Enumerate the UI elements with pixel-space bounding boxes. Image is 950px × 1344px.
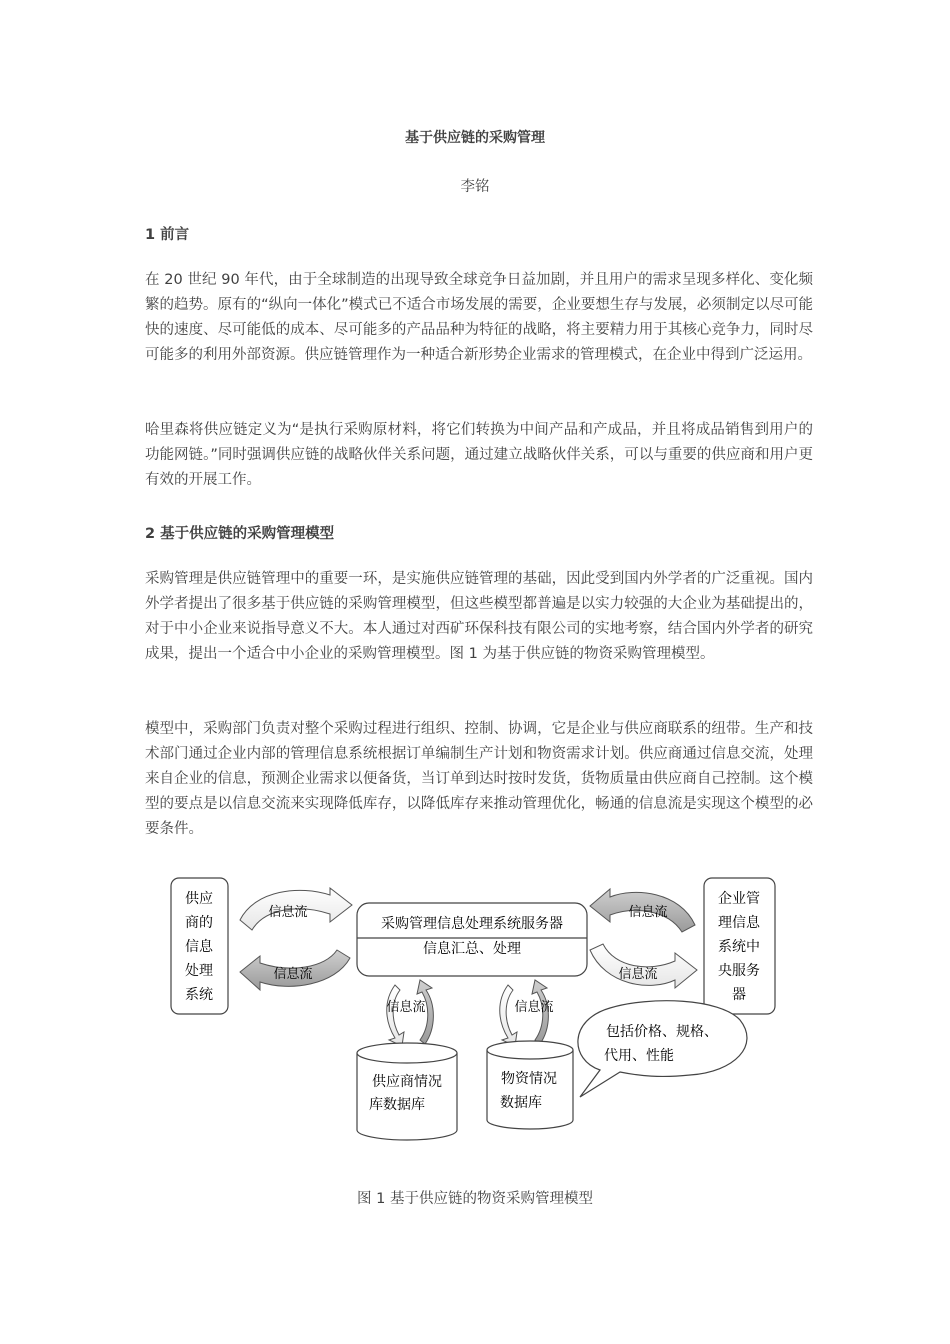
enterprise-box-line: 企业管	[718, 891, 760, 907]
info-flow-arrow-left-top	[240, 888, 352, 930]
document-title: 基于供应链的采购管理	[405, 130, 545, 146]
flow-label: 信息流	[386, 1000, 426, 1015]
figure-caption: 图 1 基于供应链的物资采购管理模型	[357, 1191, 593, 1207]
info-flow-arrow-right-bottom	[590, 944, 697, 988]
paragraph: 在 20 世纪 90 年代，由于全球制造的出现导致全球竞争日益加剧，并且用户的需求呈现多样化、变化频繁的趋势。原有的“纵向一体化”模式已不适合市场发展的需要，企业要想生存与发展，必须制定以尽可能快的速度、尽可能低的成本、尽可能多的产品品种为特征的战略，将主要精力用于其核心竞争力，同时尽可能多的利用外部资源。供应链管理作为一种适合新形势企业需求的管理模式，在企业中得到广泛运用。	[145, 272, 813, 363]
supplier-database-cylinder	[357, 1043, 457, 1140]
supplier-db-line: 供应商情况	[372, 1074, 442, 1090]
enterprise-box-line: 央服务	[718, 963, 760, 979]
flow-label: 信息流	[273, 967, 313, 982]
enterprise-box-line: 理信息	[718, 915, 760, 931]
supplier-box-line: 商的	[185, 915, 213, 931]
enterprise-box-line: 器	[732, 987, 746, 1003]
material-db-line: 物资情况	[501, 1071, 557, 1087]
purchasing-server-box	[357, 903, 587, 976]
supplier-box-line: 信息	[185, 939, 213, 955]
supplier-box-line: 处理	[185, 963, 213, 979]
material-database-cylinder	[487, 1041, 573, 1129]
server-subtitle: 信息汇总、处理	[423, 941, 521, 957]
supplier-system-box	[171, 878, 228, 1014]
info-flow-arrow-right-top	[590, 889, 695, 932]
paragraph: 采购管理是供应链管理中的重要一环，是实施供应链管理的基础，因此受到国内外学者的广泛重视。国内外学者提出了很多基于供应链的采购管理模型，但这些模型都普遍是以实力较强的大企业为基础提出的，对于中小企业来说指导意义不大。本人通过对西矿环保科技有限公司的实地考察，结合国内外学者的研究成果，提出一个适合中小企业的采购管理模型。图 1 为基于供应链的物资采购管理模型。	[145, 571, 813, 662]
info-flow-arrow-left-bottom	[240, 950, 350, 990]
paragraph: 哈里森将供应链定义为“是执行采购原材料，将它们转换为中间产品和产成品，并且将成品销售到用户的功能网链。”同时强调供应链的战略伙伴关系问题，通过建立战略伙伴关系，可以与重要的供应商和用户更有效的开展工作。	[145, 422, 813, 488]
author-name: 李铭	[460, 179, 490, 195]
section-heading-2: 2 基于供应链的采购管理模型	[145, 526, 335, 542]
section-heading-1: 1 前言	[145, 227, 190, 243]
flow-label: 信息流	[514, 1000, 554, 1015]
supplier-box-line: 系统	[185, 987, 213, 1003]
paragraph: 模型中，采购部门负责对整个采购过程进行组织、控制、协调，它是企业与供应商联系的纽带。生产和技术部门通过企业内部的管理信息系统根据订单编制生产计划和物资需求计划。供应商通过信息交流，处理来自企业的信息，预测企业需求以便备货，当订单到达时按时发货，货物质量由供应商自己控制。这个模型的要点是以信息交流来实现降低库存，以降低库存来推动管理优化，畅通的信息流是实现这个模型的必要条件。	[145, 721, 813, 837]
flow-label: 信息流	[618, 967, 658, 982]
attributes-callout	[578, 1001, 747, 1097]
supplier-db-line: 库数据库	[369, 1097, 425, 1113]
flow-label: 信息流	[268, 905, 308, 920]
callout-line: 代用、性能	[604, 1048, 674, 1064]
server-title: 采购管理信息处理系统服务器	[381, 916, 563, 932]
info-flow-arrow-supplier-db	[386, 980, 433, 1046]
supplier-box-line: 供应	[185, 891, 213, 907]
enterprise-server-box	[704, 878, 775, 1014]
material-db-line: 数据库	[500, 1095, 542, 1111]
enterprise-box-line: 系统中	[718, 939, 760, 955]
info-flow-arrow-material-db	[500, 980, 554, 1046]
callout-line: 包括价格、规格、	[606, 1024, 718, 1040]
flow-label: 信息流	[628, 905, 668, 920]
